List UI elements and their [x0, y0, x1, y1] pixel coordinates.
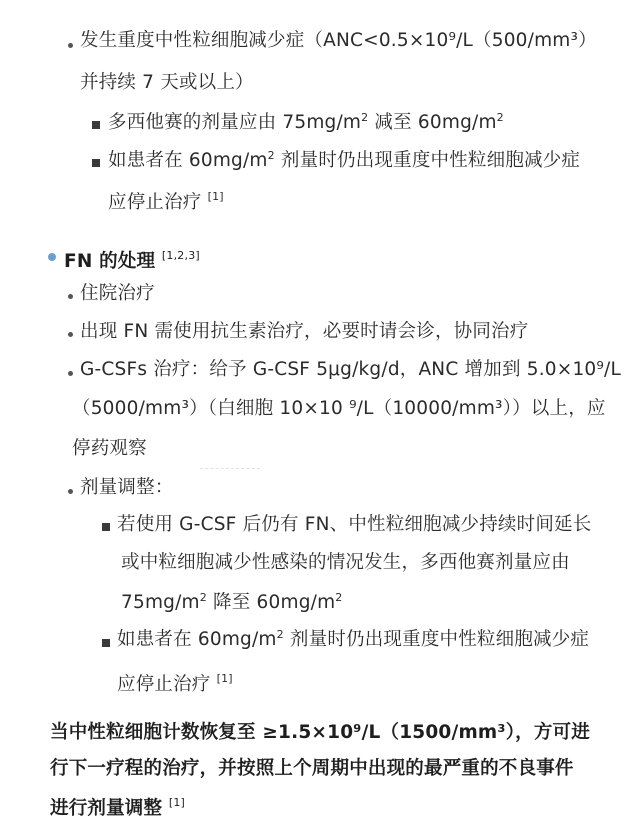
scan-artifact: [200, 468, 260, 470]
section-heading: [64, 243, 200, 275]
text-line: 剂量调整：: [80, 477, 174, 498]
reference: [1]: [207, 190, 224, 203]
bullet-dot: [68, 371, 73, 376]
text-line: 出现 FN 需使用抗生素治疗，必要时请会诊，协同治疗: [80, 321, 529, 342]
text-line: [121, 590, 343, 616]
text-line: （5000/mm³）（白细胞 10×10 ⁹/L（10000/mm³））以上，应: [72, 398, 606, 419]
text-span: 减至 60mg/m: [368, 112, 497, 133]
text-line: 住院治疗: [80, 283, 155, 304]
conclusion-line: 行下一疗程的治疗，并按照上个周期中出现的最严重的不良事件: [50, 758, 574, 779]
conclusion-line: [50, 790, 185, 822]
text-line: 停药观察: [72, 438, 147, 459]
text-span: 如患者在 60mg/m: [117, 629, 277, 650]
text-line: 并持续 7 天或以上）: [80, 72, 254, 93]
superscript: 2: [199, 591, 207, 604]
text-span: 应停止治疗: [108, 192, 202, 213]
text-span: 进行剂量调整: [50, 798, 163, 819]
text-span: 降至 60mg/m: [206, 592, 336, 613]
text-line: [117, 627, 589, 653]
text-line: [117, 666, 233, 698]
text-line: 或中粒细胞减少性感染的情况发生，多西他赛剂量应由: [121, 552, 570, 573]
bullet-dot: [68, 489, 73, 494]
square-bullet: [92, 121, 100, 129]
superscript: 2: [496, 111, 504, 124]
text-span: 剂量时仍出现重度中性粒细胞减少症: [283, 629, 590, 650]
text-span: 75mg/m: [121, 592, 200, 613]
text-line: 若使用 G-CSF 后仍有 FN、中性粒细胞减少持续时间延长: [117, 514, 592, 535]
text-line: [108, 148, 580, 174]
superscript: 2: [335, 591, 343, 604]
square-bullet: [102, 639, 110, 647]
text-span: 应停止治疗: [117, 674, 211, 695]
reference: [1]: [216, 672, 233, 685]
text-span: 如患者在 60mg/m: [108, 150, 268, 171]
square-bullet: [92, 159, 100, 167]
bullet-dot: [68, 332, 73, 337]
superscript: 2: [276, 628, 284, 641]
square-bullet: [102, 523, 110, 531]
heading-text: FN 的处理: [64, 251, 156, 272]
section-bullet: [48, 253, 56, 261]
superscript: 2: [267, 149, 275, 162]
superscript: 2: [361, 111, 369, 124]
text-line: [108, 184, 224, 216]
bullet-dot: [68, 294, 73, 299]
bullet-dot: [68, 43, 73, 48]
text-line: 发生重度中性粒细胞减少症（ANC<0.5×10⁹/L（500/mm³）: [80, 30, 597, 51]
text-span: 多西他赛的剂量应由 75mg/m: [108, 112, 362, 133]
reference: [1]: [168, 796, 186, 809]
text-line: G-CSFs 治疗：给予 G-CSF 5μg/kg/d，ANC 增加到 5.0×10⁹/L: [80, 359, 621, 380]
conclusion-line: 当中性粒细胞计数恢复至 ≥1.5×10⁹/L（1500/mm³），方可进: [50, 722, 590, 743]
reference: [1,2,3]: [161, 249, 200, 262]
text-span: 剂量时仍出现重度中性粒细胞减少症: [274, 150, 581, 171]
text-line: [108, 110, 504, 136]
